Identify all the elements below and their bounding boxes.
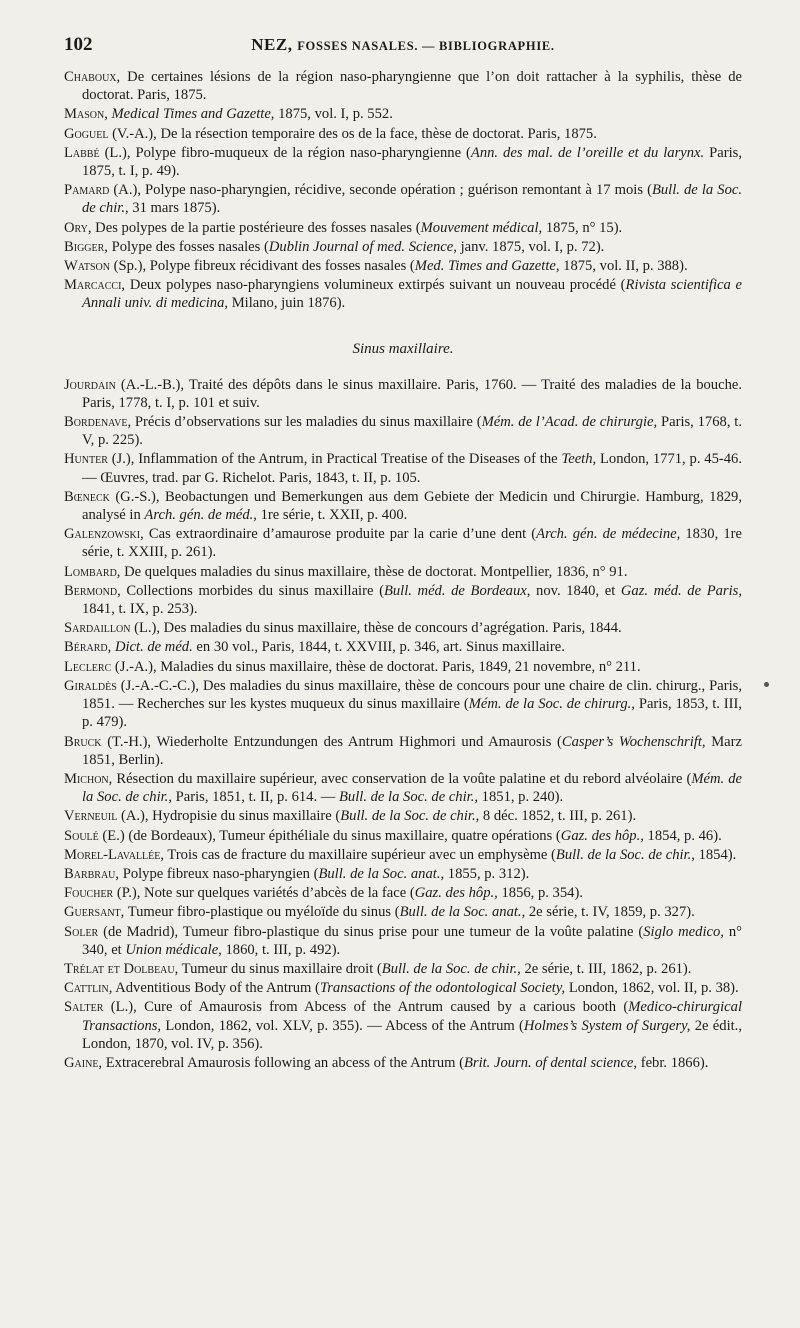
margin-mark bbox=[764, 682, 769, 687]
entry-text: Milano, juin 1876). bbox=[228, 295, 346, 312]
entry-author: Morel-Lavallée, bbox=[64, 846, 165, 863]
entry-text: Trois cas de fracture du maxillaire supérieur avec un emphysème ( bbox=[164, 846, 556, 863]
bibliography-entry bbox=[64, 733, 742, 769]
entry-source-title: Bull. de la Soc. anat., bbox=[399, 904, 526, 921]
entry-text: Paris, 1851, t. II, p. 614. — bbox=[171, 789, 339, 806]
entry-text: (A.-L.-B.), Traité des dépôts dans le sinus maxillaire. Paris, 1760. — Traité des maladies de la bouche. Paris, 1778, t. I, p. 101 et suiv. bbox=[82, 376, 742, 411]
entry-text: 1875, vol. I, p. 552. bbox=[274, 106, 393, 123]
entry-text: Paris, 1875, t. I, p. 49). bbox=[82, 144, 742, 180]
entry-author: Leclerc bbox=[64, 658, 112, 675]
entry-text: , febr. 1866). bbox=[633, 1054, 709, 1071]
entry-source-title: Siglo medico, bbox=[643, 923, 724, 940]
entry-source-title: Union médicale, bbox=[125, 941, 222, 958]
entry-author: Verneuil bbox=[64, 808, 118, 825]
entry-source-title: Gaz. des hôp., bbox=[414, 885, 498, 902]
entry-author: Barbrau, bbox=[64, 865, 120, 882]
bibliography-entry bbox=[64, 923, 742, 959]
bibliography-entry bbox=[64, 276, 742, 312]
bibliography-entry bbox=[64, 582, 742, 618]
entry-source-title: Gaz. des hôp., bbox=[560, 827, 644, 844]
entry-source-title: Medical Times and Gazette, bbox=[111, 106, 275, 123]
entry-source-title: Bull. de la Soc. de chir., bbox=[340, 808, 480, 825]
entry-text: Deux polypes naso-pharyngiens volumineux extirpés suivant un nouveau procédé ( bbox=[125, 277, 626, 294]
running-title-main: NEZ, bbox=[251, 35, 293, 54]
bibliography-entry bbox=[64, 105, 742, 123]
entry-text: nov. 1840, et bbox=[530, 582, 621, 599]
entry-text: 2e série, t. III, 1862, p. 261). bbox=[520, 960, 692, 977]
entry-author: Cattlin, bbox=[64, 980, 113, 997]
entry-text: (A.), Polype naso-pharyngien, récidive, seconde opération ; guérison remontant à 17 mois ( bbox=[109, 182, 652, 199]
entry-text: 1854). bbox=[694, 846, 737, 863]
entry-author: Giraldès bbox=[64, 677, 117, 694]
entry-text: 1856, p. 354). bbox=[497, 885, 583, 902]
entry-text: 1875, n° 15). bbox=[542, 219, 623, 236]
entry-author: Foucher bbox=[64, 885, 114, 902]
entry-text: De certaines lésions de la région naso-pharyngienne que l’on doit rattacher à la syphilis, thèse de doctorat. Paris, 1875. bbox=[82, 69, 742, 104]
entry-text: , 31 mars 1875). bbox=[124, 200, 221, 217]
entry-text: Polype fibreux naso-pharyngien ( bbox=[119, 865, 319, 882]
entry-source-title: Dublin Journal of med. Science, bbox=[268, 238, 457, 255]
entry-text: janv. 1875, vol. I, p. 72). bbox=[456, 238, 605, 255]
bibliography-entry bbox=[64, 219, 742, 237]
entry-text: 1854, p. 46). bbox=[643, 827, 722, 844]
bibliography-entry bbox=[64, 257, 742, 275]
entry-text: 2e série, t. IV, 1859, p. 327). bbox=[525, 904, 695, 921]
entry-text: Tumeur fibro-plastique ou myéloïde du sinus ( bbox=[124, 904, 400, 921]
bibliography-entry bbox=[64, 638, 742, 656]
entry-text: 2e édit., London, 1870, vol. IV, p. 356). bbox=[82, 1017, 742, 1052]
entry-source-title: Bull. méd. de Bordeaux, bbox=[383, 582, 531, 599]
entry-text: London, 1862, vol. XLV, p. 355). — Abcess of the Antrum ( bbox=[161, 1017, 524, 1034]
entry-text: Des polypes de la partie postérieure des fosses nasales ( bbox=[91, 219, 421, 236]
bibliography-list-nasal bbox=[64, 68, 742, 313]
entry-author: Mason, bbox=[64, 106, 108, 123]
bibliography-entry bbox=[64, 488, 742, 524]
entry-author: Galenzowski, bbox=[64, 526, 144, 543]
entry-text: (J.-A.-C.-C.), Des maladies du sinus maxillaire, thèse de concours pour une chaire de clin. chirurg., Paris, 1851. — Recherches sur les kystes muqueux du sinus maxillaire ( bbox=[82, 677, 742, 713]
entry-source-title: Bull. de la Soc. de chir. bbox=[82, 182, 743, 217]
section-heading: Sinus maxillaire. bbox=[352, 340, 454, 357]
bibliography-entry bbox=[64, 1054, 742, 1072]
entry-source-title: Mém. de la Soc. de chirurg., bbox=[468, 696, 635, 713]
entry-source-title: Teeth, bbox=[561, 451, 597, 468]
entry-text: (J.-A.), Maladies du sinus maxillaire, thèse de doctorat. Paris, 1849, 21 novembre, n° 211. bbox=[111, 658, 641, 675]
entry-author: Salter bbox=[64, 999, 104, 1016]
bibliography-entry bbox=[64, 846, 742, 864]
entry-author: Bœneck bbox=[64, 488, 110, 505]
entry-text: Extracerebral Amaurosis following an abcess of the Antrum ( bbox=[102, 1054, 464, 1071]
entry-author: Bermond, bbox=[64, 582, 121, 599]
entry-author: Jourdain bbox=[64, 376, 116, 393]
entry-text: De quelques maladies du sinus maxillaire, thèse de doctorat. Montpellier, 1836, n° 91. bbox=[120, 563, 628, 580]
entry-text: London, 1771, p. 45-46. — Œuvres, trad. par G. Richelot. Paris, 1843, t. II, p. 105. bbox=[82, 451, 742, 486]
entry-text: en 30 vol., Paris, 1844, t. XXVIII, p. 346, art. Sinus maxillaire. bbox=[192, 639, 565, 656]
entry-author: Pamard bbox=[64, 182, 110, 199]
entry-author: Bigger, bbox=[64, 238, 108, 255]
entry-author: Ory, bbox=[64, 219, 92, 236]
entry-author: Lombard, bbox=[64, 563, 121, 580]
bibliography-list-sinus bbox=[64, 376, 742, 1073]
bibliography-entry bbox=[64, 238, 742, 256]
bibliography-entry bbox=[64, 677, 742, 732]
page-number: 102 bbox=[64, 34, 93, 55]
entry-text: Résection du maxillaire supérieur, avec conservation de la voûte palatine et du rebord alvéolaire ( bbox=[112, 770, 692, 787]
entry-text: London, 1862, vol. II, p. 38). bbox=[565, 980, 739, 997]
bibliography-entry bbox=[64, 807, 742, 825]
entry-text: n° 340, et bbox=[82, 923, 742, 958]
entry-source-title: Bull. de la Soc. de chir., bbox=[381, 960, 521, 977]
entry-text: 8 déc. 1852, t. III, p. 261). bbox=[479, 808, 637, 825]
entry-author: Bruck bbox=[64, 733, 102, 750]
entry-text: Marz 1851, Berlin). bbox=[82, 733, 742, 768]
bibliography-entry bbox=[64, 525, 742, 561]
bibliography-entry bbox=[64, 450, 742, 486]
bibliography-entry bbox=[64, 181, 742, 217]
bibliography-entry bbox=[64, 125, 742, 143]
entry-source-title: Mém. de l’Acad. de chirurgie, bbox=[481, 414, 658, 431]
entry-text: Cas extraordinaire d’amaurose produite par la carie d’une dent ( bbox=[143, 526, 537, 543]
entry-source-title: Casper’s Wochenschrift, bbox=[561, 733, 706, 750]
entry-source-title: Mouvement médical, bbox=[420, 219, 543, 236]
entry-author: Sardaillon bbox=[64, 620, 131, 637]
entry-text: (J.), Inflammation of the Antrum, in Practical Treatise of the Diseases of the bbox=[107, 451, 562, 468]
entry-source-title: Bull. de la Soc. de chir., bbox=[555, 846, 695, 863]
bibliography-entry bbox=[64, 144, 742, 180]
bibliography-entry bbox=[64, 865, 742, 883]
entry-text: (de Madrid), Tumeur fibro-plastique du sinus prise pour une tumeur de la voûte palatine ( bbox=[98, 923, 644, 940]
bibliography-entry bbox=[64, 658, 742, 676]
entry-text: (L.), Polype fibro-muqueux de la région naso-pharyngienne ( bbox=[99, 144, 471, 161]
entry-text: Polype des fosses nasales ( bbox=[107, 238, 269, 255]
entry-source-title: Arch. gén. de méd., bbox=[144, 507, 257, 524]
entry-author: Trélat et Dolbeau, bbox=[64, 960, 179, 977]
entry-source-title: Bull. de la Soc. anat., bbox=[318, 865, 445, 882]
entry-text: Tumeur du sinus maxillaire droit ( bbox=[178, 960, 382, 977]
entry-text: 1841, t. IX, p. 253). bbox=[82, 601, 198, 618]
entry-source-title: Dict. de méd. bbox=[114, 639, 193, 656]
entry-text: Paris, 1768, t. V, p. 225). bbox=[82, 414, 742, 449]
entry-source-title: Rivista scientifica e Annali univ. di medicina, bbox=[82, 277, 742, 312]
entry-author: Gaine, bbox=[64, 1054, 103, 1071]
entry-text: (T.-H.), Wiederholte Entzundungen des Antrum Highmori und Amaurosis ( bbox=[101, 733, 562, 750]
bibliography-entry bbox=[64, 376, 742, 412]
entry-source-title: Mém. de la Soc. de chir., bbox=[82, 770, 742, 806]
entry-author: Goguel bbox=[64, 125, 109, 142]
entry-author: Soulé bbox=[64, 827, 99, 844]
entry-author: Bordenave, bbox=[64, 414, 132, 431]
entry-author: Michon, bbox=[64, 770, 113, 787]
entry-text: 1860, t. III, p. 492). bbox=[221, 941, 341, 958]
entry-text: (E.) (de Bordeaux), Tumeur épithéliale du sinus maxillaire, quatre opérations ( bbox=[98, 827, 561, 844]
entry-author: Soler bbox=[64, 923, 99, 940]
entry-author: Guersant, bbox=[64, 904, 125, 921]
entry-source-title: Medico-chirurgical Transactions, bbox=[82, 999, 742, 1034]
entry-text: (V.-A.), De la résection temporaire des os de la face, thèse de doctorat. Paris, 1875. bbox=[108, 125, 597, 142]
entry-text: (L.), Des maladies du sinus maxillaire, thèse de concours d’agrégation. Paris, 1844. bbox=[130, 620, 622, 637]
entry-author: Hunter bbox=[64, 451, 108, 468]
entry-text: 1875, vol. II, p. 388). bbox=[559, 258, 688, 275]
bibliography-entry bbox=[64, 827, 742, 845]
entry-text: Paris, 1853, t. III, p. 479). bbox=[82, 696, 742, 731]
entry-text: 1re série, t. XXII, p. 400. bbox=[256, 507, 408, 524]
entry-author: Bérard, bbox=[64, 639, 112, 656]
page-header bbox=[64, 34, 742, 64]
entry-text: 1830, 1re série, t. XXIII, p. 261). bbox=[82, 526, 742, 561]
entry-text: (P.), Note sur quelques variétés d’abcès de la face ( bbox=[113, 885, 415, 902]
running-title-rest: FOSSES NASALES. — BIBLIOGRAPHIE. bbox=[297, 39, 555, 53]
entry-author: Chaboux, bbox=[64, 69, 121, 85]
entry-source-title: Gaz. méd. de Paris, bbox=[620, 582, 742, 599]
entry-text: (G.-S.), Beobactungen und Bemerkungen aus dem Gebiete der Medicin und Chirurgie. Hamburg, 1829, analysé in bbox=[82, 488, 742, 524]
entry-source-title: Bull. de la Soc. de chir., bbox=[339, 789, 479, 806]
entry-text: Adventitious Body of the Antrum ( bbox=[112, 980, 320, 997]
entry-text: (Sp.), Polype fibreux récidivant des fosses nasales ( bbox=[110, 258, 415, 275]
bibliography-entry bbox=[64, 998, 742, 1053]
entry-source-title: Arch. gén. de médecine, bbox=[536, 526, 681, 543]
bibliography-entry bbox=[64, 960, 742, 978]
entry-author: Watson bbox=[64, 258, 111, 275]
bibliography-entry bbox=[64, 619, 742, 637]
entry-source-title: Ann. des mal. de l’oreille et du larynx. bbox=[470, 144, 705, 161]
entry-text: 1855, p. 312). bbox=[444, 865, 530, 882]
entry-source-title: Transactions of the odontological Society, bbox=[319, 980, 566, 997]
entry-source-title: Brit. Journ. of dental science bbox=[463, 1054, 634, 1071]
bibliography-entry bbox=[64, 979, 742, 997]
bibliography-entry bbox=[64, 903, 742, 921]
entry-text: Précis d’observations sur les maladies du sinus maxillaire ( bbox=[131, 414, 482, 431]
running-title bbox=[64, 35, 742, 55]
entry-author: Labbé bbox=[64, 144, 100, 161]
bibliography-entry bbox=[64, 68, 742, 104]
entry-text: 1851, p. 240). bbox=[478, 789, 564, 806]
bibliography-entry bbox=[64, 884, 742, 902]
entry-source-title: Holmes’s System of Surgery, bbox=[523, 1017, 691, 1034]
entry-author: Marcacci, bbox=[64, 277, 126, 294]
entry-text: (A.), Hydropisie du sinus maxillaire ( bbox=[117, 808, 341, 825]
entry-text: (L.), Cure of Amaurosis from Abcess of the Antrum caused by a carious booth ( bbox=[103, 999, 629, 1016]
entry-source-title: Med. Times and Gazette, bbox=[414, 258, 560, 275]
bibliography-entry bbox=[64, 413, 742, 449]
entry-text: Collections morbides du sinus maxillaire ( bbox=[120, 582, 384, 599]
bibliography-entry bbox=[64, 563, 742, 581]
bibliography-entry bbox=[64, 770, 742, 806]
